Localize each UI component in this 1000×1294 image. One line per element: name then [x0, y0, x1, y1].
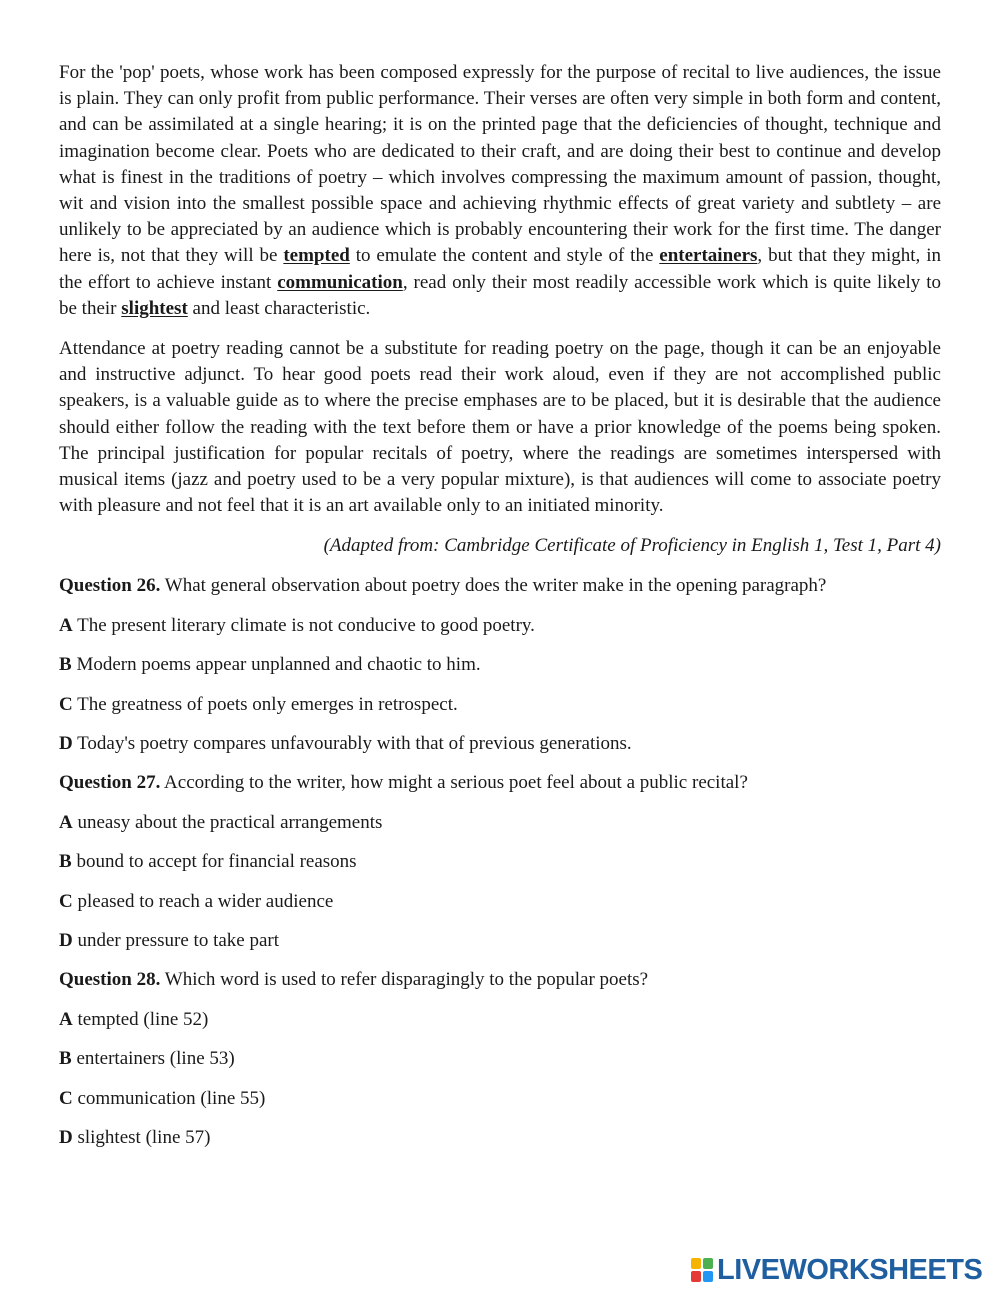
liveworksheets-logo-icon [690, 1256, 714, 1284]
option-b[interactable] [59, 652, 941, 678]
option-b[interactable] [59, 1046, 941, 1072]
keyword-entertainers: entertainers [659, 245, 758, 267]
option-text: The greatness of poets only emerges in retrospect. [72, 693, 458, 715]
option-letter: C [59, 693, 73, 715]
question-stem [59, 967, 941, 993]
passage-paragraph-1 [59, 60, 941, 322]
option-a[interactable] [59, 810, 941, 836]
option-c[interactable] [59, 1086, 941, 1112]
passage-text: to emulate the content and style of the [349, 245, 660, 267]
passage-paragraph-2: Attendance at poetry reading cannot be a substitute for reading poetry on the page, though it can be an enjoyable and instructive adjunct. To hear good poets read their work aloud, even if they are not accomplished public speakers, is a valuable guide as to where the precise emphases are to be placed, but it is desirable that the audience should either follow the reading with the text before them or have a prior knowledge of the poems being spoken. The principal justification for popular recitals of poetry, where the readings are sometimes interspersed with musical items (jazz and poetry used to be a very popular mixture), is that audiences will come to associate poetry with pleasure and not feel that it is an art available only to an initiated minority. [59, 338, 941, 517]
question-label: Question 28. [59, 969, 161, 991]
question-26 [59, 573, 941, 757]
option-d[interactable] [59, 1125, 941, 1151]
source-citation: (Adapted from: Cambridge Certificate of Proficiency in English 1, Test 1, Part 4) [323, 535, 941, 557]
question-stem [59, 770, 941, 796]
passage-text: and least characteristic. [187, 297, 371, 319]
option-a[interactable] [59, 613, 941, 639]
question-text: Which word is used to refer disparagingly to the popular poets? [160, 969, 649, 991]
option-text: under pressure to take part [72, 929, 280, 951]
option-c[interactable] [59, 889, 941, 915]
logo-text: LIVEWORKSHEETS [717, 1254, 983, 1286]
question-label: Question 26. [59, 575, 161, 597]
option-letter: B [59, 1048, 72, 1070]
passage-text: For the 'pop' poets, whose work has been composed expressly for the purpose of recital to live audiences, the issue is plain. They can only profit from public performance. Their verses are often very simple in both form and content, and can be assimilated at a single hearing; it is on the printed page that the deficiencies of thought, technique and imagination become clear. Poets who are dedicated to their craft, and are doing their best to continue and develop what is finest in the traditions of poetry – which involves compressing the maximum amount of passion, thought, wit and vision into the smallest possible space and achieving rhythmic effects of great variety and subtlety – are unlikely to be appreciated by an audience which is probably encountering their work for the first time. The danger here is, not that they will be [59, 62, 941, 267]
option-text: tempted (line 52) [72, 1008, 209, 1030]
passage-text: , but that they might, in the effort to achieve instant [59, 245, 941, 293]
option-b[interactable] [59, 849, 941, 875]
question-stem [59, 573, 941, 599]
option-text: Today's poetry compares unfavourably with that of previous generations. [72, 733, 632, 755]
liveworksheets-logo [690, 1253, 982, 1287]
option-letter: A [59, 811, 73, 833]
option-letter: C [59, 890, 73, 912]
worksheet-page [59, 60, 941, 1164]
option-text: The present literary climate is not conducive to good poetry. [72, 614, 535, 636]
option-c[interactable] [59, 692, 941, 718]
option-text: uneasy about the practical arrangements [72, 811, 383, 833]
question-label: Question 27. [59, 772, 161, 794]
option-letter: D [59, 1126, 73, 1148]
question-text: According to the writer, how might a serious poet feel about a public recital? [160, 772, 748, 794]
option-letter: A [59, 1008, 73, 1030]
option-letter: B [59, 851, 72, 873]
option-letter: A [59, 614, 73, 636]
option-d[interactable] [59, 928, 941, 954]
option-a[interactable] [59, 1007, 941, 1033]
option-text: slightest (line 57) [72, 1126, 211, 1148]
option-text: communication (line 55) [72, 1087, 266, 1109]
question-28 [59, 967, 941, 1151]
passage-text: , read only their most readily accessible work which is quite likely to be their [59, 271, 941, 319]
question-27 [59, 770, 941, 954]
option-letter: D [59, 929, 73, 951]
question-text: What general observation about poetry does the writer make in the opening paragraph? [160, 575, 827, 597]
option-text: pleased to reach a wider audience [72, 890, 334, 912]
option-text: bound to accept for financial reasons [71, 851, 357, 873]
option-letter: C [59, 1087, 73, 1109]
option-d[interactable] [59, 731, 941, 757]
option-text: Modern poems appear unplanned and chaotic to him. [71, 654, 481, 676]
option-letter: B [59, 654, 72, 676]
keyword-slightest: slightest [121, 297, 188, 319]
option-text: entertainers (line 53) [71, 1048, 235, 1070]
option-letter: D [59, 733, 73, 755]
keyword-communication: communication [277, 271, 403, 293]
keyword-tempted: tempted [283, 245, 350, 267]
